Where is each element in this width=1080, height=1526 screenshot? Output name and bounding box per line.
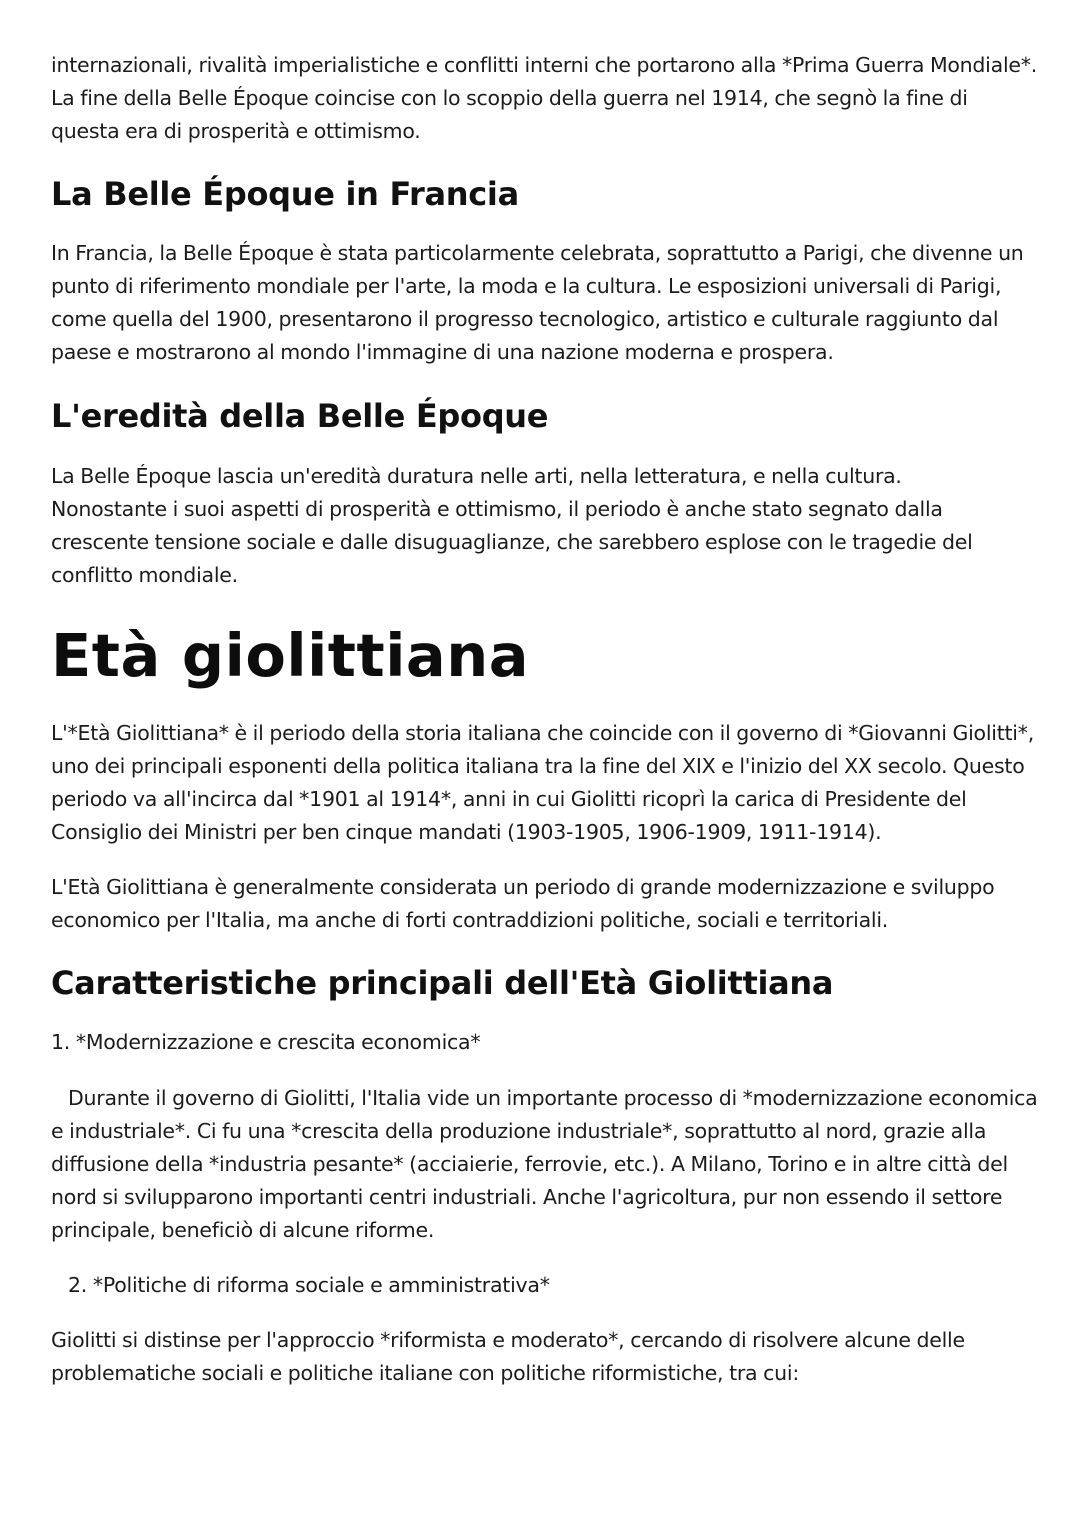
caratteristiche-heading: Caratteristiche principali dell'Età Giolittiana — [51, 964, 834, 1002]
list-item-2-title: 2. *Politiche di riforma sociale e amministrativa* — [68, 1273, 550, 1297]
giolittiana-paragraph-1: L'*Età Giolittiana* è il periodo della storia italiana che coincide con il governo di *Giovanni Giolitti*, uno dei principali esponenti della politica italiana tra la fine del XIX e l'inizio del XX secolo. Questo periodo va all'incirca dal *1901 al 1914*, anni in cui Giolitti ricoprì la carica di Presidente del Consiglio dei Ministri per ben cinque mandati (1903-1905, 1906-1909, 1911-1914). — [51, 721, 1035, 844]
francia-paragraph: In Francia, la Belle Époque è stata particolarmente celebrata, soprattutto a Parigi, che divenne un punto di riferimento mondiale per l'arte, la moda e la cultura. Le esposizioni universali di Parigi, come quella del 1900, presentarono il progresso tecnologico, artistico e culturale raggiunto dal paese e mostrarono al mondo l'immagine di una nazione moderna e prospera. — [51, 241, 1024, 364]
giolittiana-title: Età giolittiana — [51, 621, 530, 690]
list-item-1-title: 1. *Modernizzazione e crescita economica* — [51, 1030, 481, 1054]
eredita-heading: L'eredità della Belle Époque — [51, 397, 549, 435]
list-item-2-text: Giolitti si distinse per l'approccio *riformista e moderato*, cercando di risolvere alcune delle problematiche sociali e politiche italiane con politiche riformistiche, tra cui: — [51, 1328, 965, 1385]
list-item-1-text: Durante il governo di Giolitti, l'Italia vide un importante processo di *modernizzazione economica e industriale*. Ci fu una *crescita della produzione industriale*, soprattutto al nord, grazie alla diffusione della *industria pesante* (acciaierie, ferrovie, etc.). A Milano, Torino e in altre città del nord si svilupparono importanti centri industriali. Anche l'agricoltura, pur non essendo il settore principale, beneficiò di alcune riforme. — [51, 1086, 1038, 1242]
eredita-paragraph: La Belle Époque lascia un'eredità duratura nelle arti, nella letteratura, e nella cultura. Nonostante i suoi aspetti di prosperità e ottimismo, il periodo è anche stato segnato dalla crescente tensione sociale e dalle disuguaglianze, che sarebbero esplose con le tragedie del conflitto mondiale. — [51, 464, 973, 587]
intro-continuation-paragraph: internazionali, rivalità imperialistiche e conflitti interni che portarono alla *Prima Guerra Mondiale*. La fine della Belle Époque coincise con lo scoppio della guerra nel 1914, che segnò la fine di questa era di prosperità e ottimismo. — [51, 53, 1038, 143]
francia-heading: La Belle Époque in Francia — [51, 175, 519, 213]
giolittiana-paragraph-2: L'Età Giolittiana è generalmente considerata un periodo di grande modernizzazione e sviluppo economico per l'Italia, ma anche di forti contraddizioni politiche, sociali e territoriali. — [51, 875, 995, 932]
